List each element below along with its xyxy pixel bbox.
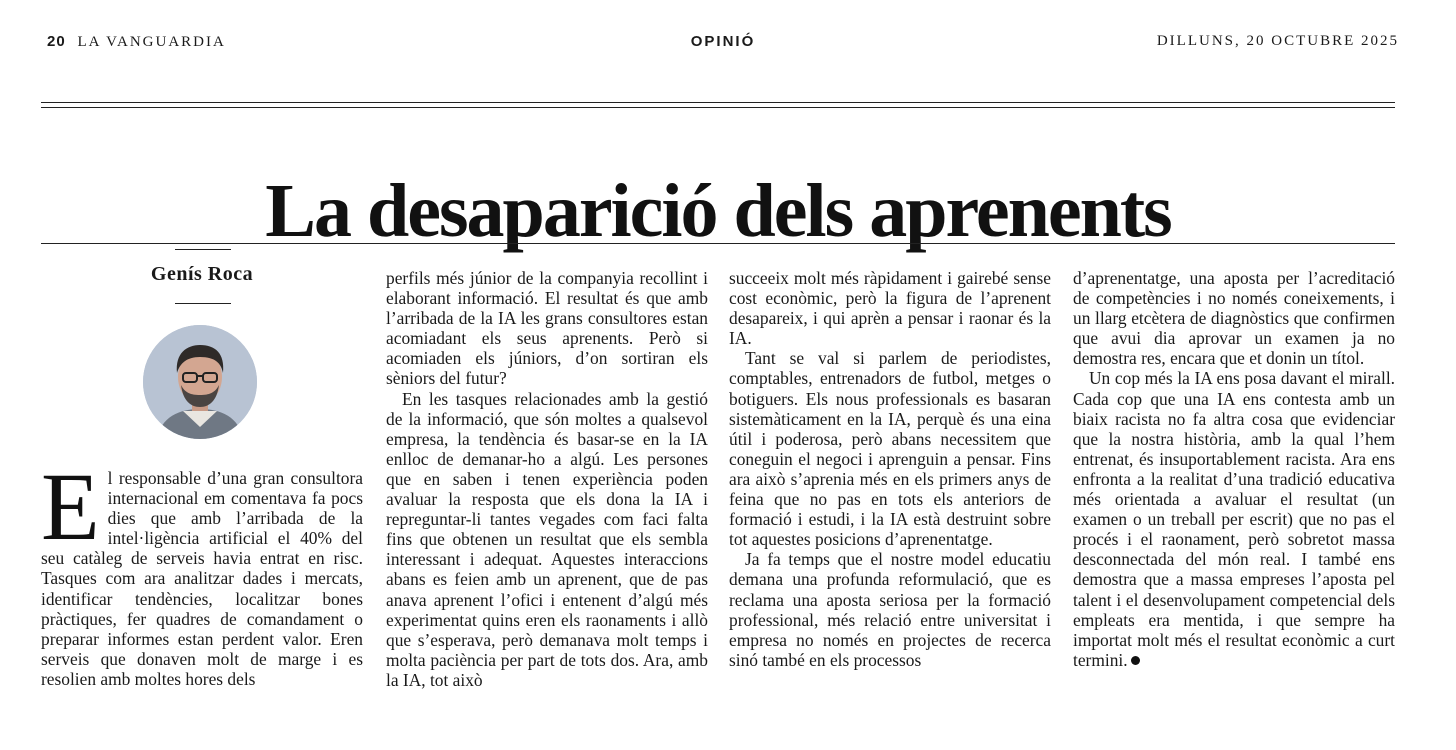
drop-cap: E bbox=[41, 453, 100, 560]
paragraph: d’aprenentatge, una aposta per l’acreditació de competències i no només coneixements, i un llarg etcètera de diagnòstics que confirmen que avui dia aprovar un examen ja no demostra res, encara que et donin un títol. bbox=[1073, 268, 1395, 369]
article-column-3 bbox=[729, 268, 1051, 670]
paragraph: succeeix molt més ràpidament i gairebé sense cost econòmic, però la figura de l’aprenent desapareix, i qui aprèn a pensar i raonar és la IA. bbox=[729, 268, 1051, 349]
article-column-2 bbox=[386, 268, 708, 690]
paragraph: En les tasques relacionades amb la gestió de la informació, que són moltes a qualsevol empresa, la tendència és basar-se en la IA enlloc de demanar-ho a algú. Les persones que en saben i tenen experiència poden avaluar la resposta que els dona la IA i repreguntar-li tantes vegades com faci falta fins que obtenen un resultat que els sembla interessant i adequat. Aquestes interaccions abans es feien amb un aprenent, que de pas anava aprenent l’ofici i entenent d’algú més experimentat quins eren els raonaments i allò que s’esperava, però demanava molt temps i molta paciència per part de tots dos. Ara, amb la IA, tot això bbox=[386, 388, 708, 690]
article-headline: La desaparició dels aprenents bbox=[265, 168, 1171, 253]
masthead bbox=[47, 33, 1399, 57]
paragraph: Tant se val si parlem de periodistes, comptables, entrenadors de futbol, metges o botiguers. Els nous professionals es basaran sistemàticament en la IA, perquè és una eina útil i poderosa, però abans necessitem que coneguin el negoci i aprenguin a pensar. Fins ara això s’aprenia més en els primers anys de feina que no pas en tots els anteriors de formació i estudi, i la IA està destruint sobre tot aquestes posicions d’aprenentatge. bbox=[729, 348, 1051, 550]
section-name: OPINIÓ bbox=[690, 33, 756, 50]
article-column-4 bbox=[1073, 268, 1395, 670]
article-column-1 bbox=[41, 453, 363, 689]
issue-date: DILLUNS, 20 OCTUBRE 2025 bbox=[1156, 33, 1399, 49]
paragraph bbox=[41, 453, 363, 689]
byline-rule-bottom bbox=[175, 303, 231, 304]
paragraph: Ja fa temps que el nostre model educatiu demana una profunda reformulació, que es reclama una aposta seriosa per la formació professional, més relació entre universitat i empresa no només en projectes de recerca sinó també en els processos bbox=[729, 549, 1051, 670]
page-number: 20 bbox=[47, 33, 66, 50]
end-of-article-icon bbox=[1131, 656, 1140, 665]
header-double-rule bbox=[41, 102, 1395, 108]
headline-rule bbox=[41, 243, 1395, 244]
author-portrait-icon bbox=[143, 325, 257, 439]
author-photo bbox=[143, 325, 257, 439]
paragraph: perfils més júnior de la companyia recollint i elaborant informació. El resultat és que amb l’arribada de la IA les grans consultores estan acomiadant els seus aprenents. Però si acomiaden els júniors, d’on sortiran els sèniors del futur? bbox=[386, 268, 708, 389]
paragraph bbox=[1073, 368, 1395, 669]
publication-name: LA VANGUARDIA bbox=[77, 34, 226, 50]
paragraph-text: Un cop més la IA ens posa davant el mirall. Cada cop que una IA ens contesta amb un biaix racista no fa altra cosa que evidenciar que la nostra història, amb la qual l’hem entrenat, és insuportablement racista. Ara ens enfronta a la realitat d’una tradició educativa més orientada a avaluar el resultat (un examen o un treball per escrit) que no pas el procés i el raonament, però sobretot massa desconnectada del món real. I també ens demostra que a massa empreses l’aposta pel talent i el desenvolupament competencial dels empleats era mentida, i que sempre ha importat molt més el resultat econòmic a curt termini. bbox=[1073, 368, 1395, 670]
author-name: Genís Roca bbox=[150, 263, 254, 285]
paragraph-text: l responsable d’una gran consultora internacional em comentava fa pocs dies que amb l’arribada de la intel·ligència artificial el 40% del seu catàleg de serveis havia entrat en risc. Tasques com ara analitzar dades i mercats, identificar tendències, localitzar bones pràctiques, fer quadres de comandament o preparar informes estan perdent valor. Eren serveis que donaven molt de marge i es resolien amb moltes hores dels bbox=[41, 468, 363, 689]
byline-rule-top bbox=[175, 249, 231, 250]
